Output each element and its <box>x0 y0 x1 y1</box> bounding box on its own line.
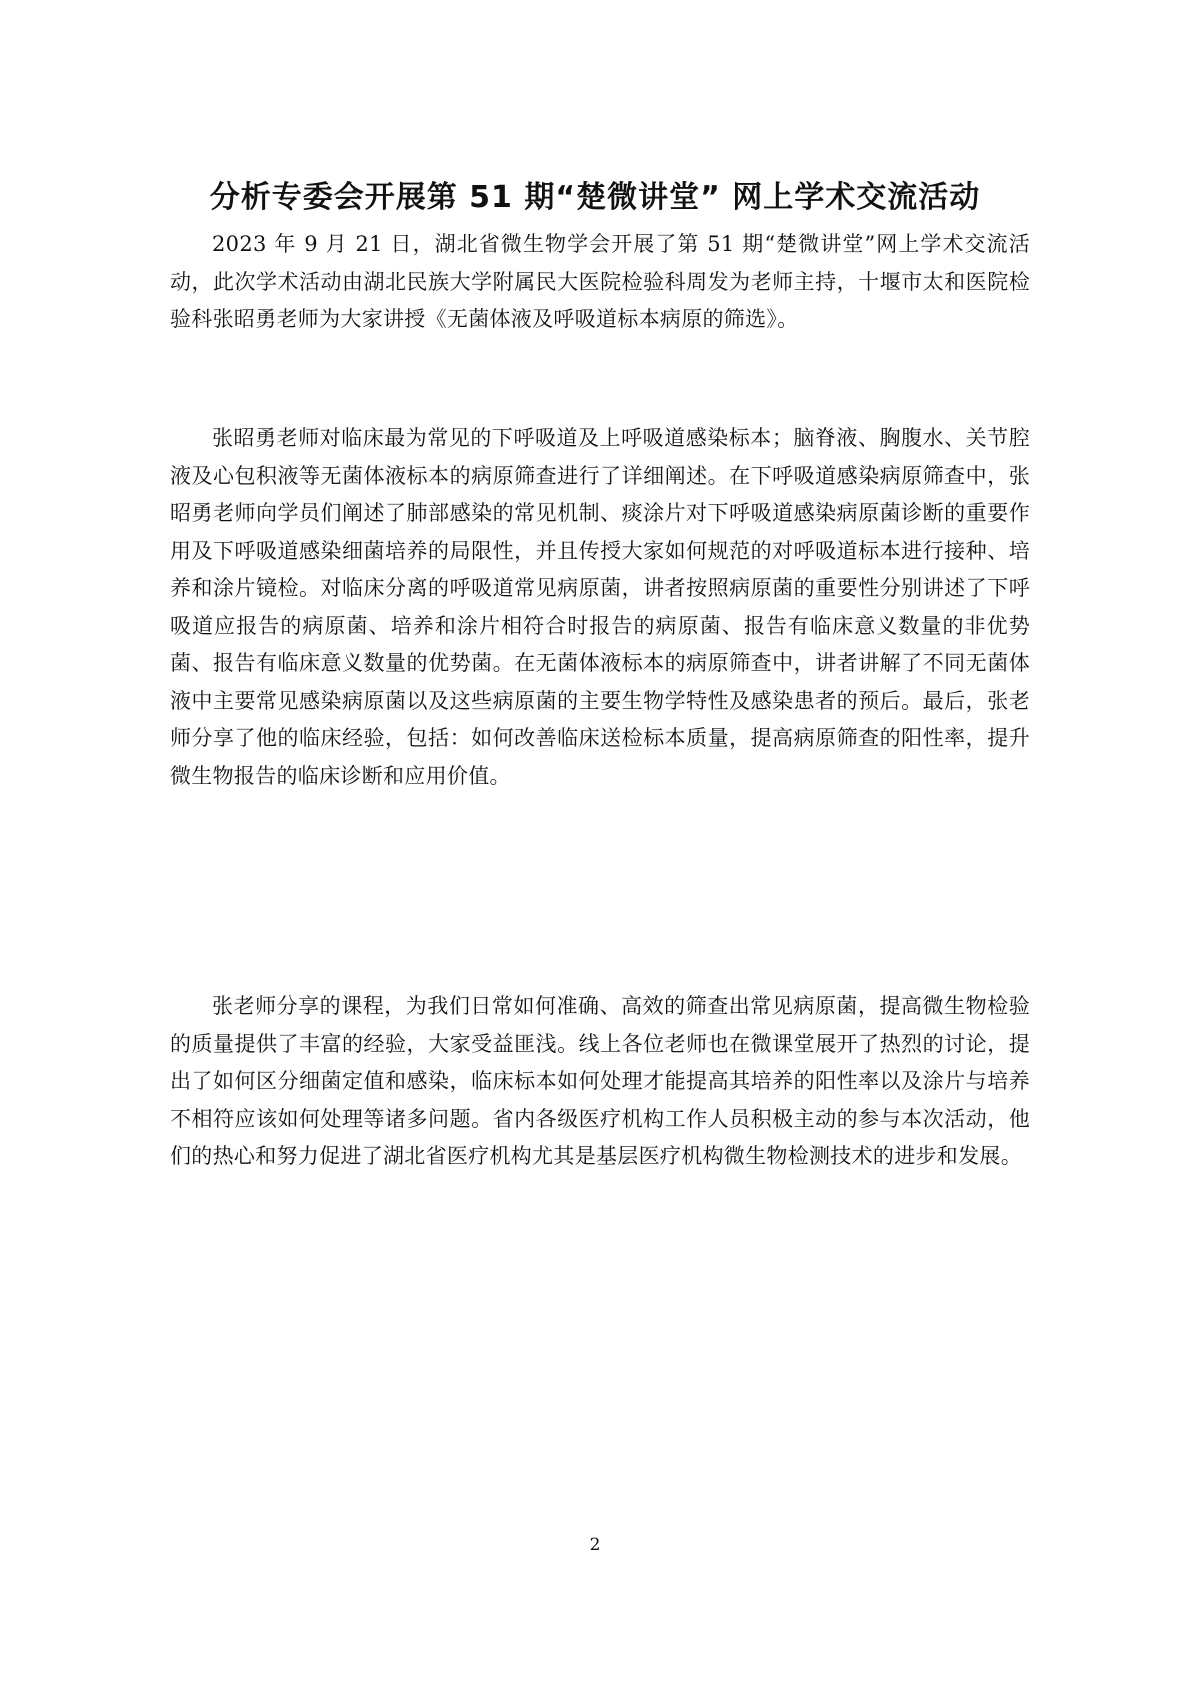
paragraph-summary: 张老师分享的课程，为我们日常如何准确、高效的筛查出常见病原菌，提高微生物检验的质量提供了丰富的经验，大家受益匪浅。线上各位老师也在微课堂展开了热烈的讨论，提出了如何区分细菌定值和感染，临床标本如何处理才能提高其培养的阳性率以及涂片与培养不相符应该如何处理等诸多问题。省内各级医疗机构工作人员积极主动的参与本次活动，他们的热心和努力促进了湖北省医疗机构尤其是基层医疗机构微生物检测技术的进步和发展。 <box>170 994 1030 1168</box>
document-title: 分析专委会开展第 51 期“楚微讲堂” 网上学术交流活动 <box>209 180 981 215</box>
page-number: 2 <box>589 1535 601 1555</box>
paragraph-lecture-content: 张昭勇老师对临床最为常见的下呼吸道及上呼吸道感染标本；脑脊液、胸腹水、关节腔液及心包积液等无菌体液标本的病原筛查进行了详细阐述。在下呼吸道感染病原筛查中，张昭勇老师向学员们阐述了肺部感染的常见机制、痰涂片对下呼吸道感染病原菌诊断的重要作用及下呼吸道感染细菌培养的局限性，并且传授大家如何规范的对呼吸道标本进行接种、培养和涂片镜检。对临床分离的呼吸道常见病原菌，讲者按照病原菌的重要性分别讲述了下呼吸道应报告的病原菌、培养和涂片相符合时报告的病原菌、报告有临床意义数量的非优势菌、报告有临床意义数量的优势菌。在无菌体液标本的病原筛查中，讲者讲解了不同无菌体液中主要常见感染病原菌以及这些病原菌的主要生物学特性及感染患者的预后。最后，张老师分享了他的临床经验，包括：如何改善临床送检标本质量，提高病原筛查的阳性率，提升微生物报告的临床诊断和应用价值。 <box>170 426 1030 788</box>
paragraph-intro: 2023 年 9 月 21 日，湖北省微生物学会开展了第 51 期“楚微讲堂”网上学术交流活动，此次学术活动由湖北民族大学附属民大医院检验科周发为老师主持，十堰市太和医院检验科张昭勇老师为大家讲授《无菌体液及呼吸道标本病原的筛选》。 <box>170 232 1030 331</box>
